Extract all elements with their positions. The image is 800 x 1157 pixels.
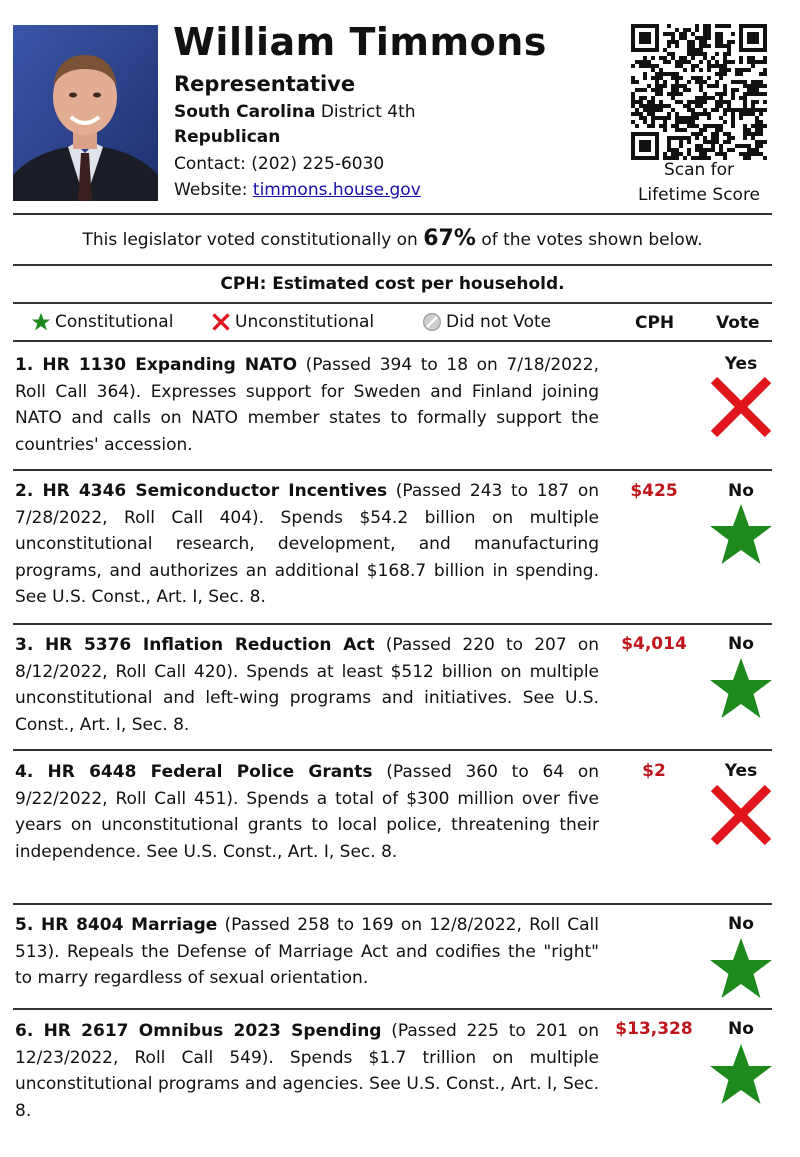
state-district bbox=[174, 102, 416, 122]
bill-description bbox=[15, 1018, 599, 1124]
legislator-name: William Timmons bbox=[173, 20, 547, 64]
cross-icon bbox=[708, 374, 774, 440]
state-name: South Carolina bbox=[174, 102, 316, 122]
bill-vote: Yes bbox=[724, 761, 758, 781]
contact-phone: Contact: (202) 225-6030 bbox=[174, 154, 385, 174]
divider bbox=[13, 213, 772, 215]
bill-cph: $2 bbox=[642, 761, 666, 781]
summary-prefix: This legislator voted constitutionally on bbox=[82, 230, 418, 250]
legend-unconstitutional-label: Unconstitutional bbox=[235, 312, 375, 332]
star-icon bbox=[708, 936, 774, 1002]
bill-description bbox=[15, 478, 599, 611]
star-icon bbox=[708, 1042, 774, 1108]
cross-icon bbox=[211, 312, 231, 332]
bill-description bbox=[15, 759, 599, 865]
bill-text: (Passed 243 to 187 on 7/28/2022, Roll Call 404). Spends $54.2 billion on multiple unconstitutional research, development, and manufacturing programs, and authorizes an additional $168.7 billion in spending. See U.S. Const., Art. I, Sec. 8. bbox=[15, 481, 599, 607]
star-icon bbox=[708, 656, 774, 722]
divider bbox=[13, 264, 772, 266]
website-link[interactable]: timmons.house.gov bbox=[252, 180, 421, 200]
star-icon bbox=[708, 502, 774, 568]
cross-icon bbox=[708, 782, 774, 848]
bill-title: 5. HR 8404 Marriage bbox=[15, 915, 218, 935]
bill-title: 3. HR 5376 Inflation Reduction Act bbox=[15, 635, 375, 655]
legend-did-not-vote-label: Did not Vote bbox=[446, 312, 552, 332]
bill-cph: $4,014 bbox=[621, 634, 687, 654]
bill-vote: No bbox=[728, 634, 754, 654]
summary-suffix: of the votes shown below. bbox=[481, 230, 703, 250]
qr-code[interactable] bbox=[631, 24, 767, 160]
bill-text: (Passed 258 to 169 on 12/8/2022, Roll Call 513). Repeals the Defense of Marriage Act and codifies the "right" to marry regardless of sexual orientation. bbox=[15, 915, 599, 988]
legend-constitutional bbox=[31, 312, 173, 332]
bill-title: 4. HR 6448 Federal Police Grants bbox=[15, 762, 373, 782]
bill-text: (Passed 394 to 18 on 7/18/2022, Roll Call 364). Expresses support for Sweden and Finland joining NATO and calls on NATO member states to formally support the countries' accession. bbox=[15, 355, 599, 455]
bill-text: (Passed 225 to 201 on 12/23/2022, Roll Call 549). Spends $1.7 trillion on multiple unconstitutional programs and agencies. See U.S. Const., Art. I, Sec. 8. bbox=[15, 1021, 599, 1121]
divider bbox=[13, 623, 772, 625]
bill-title: 2. HR 4346 Semiconductor Incentives bbox=[15, 481, 388, 501]
divider bbox=[13, 340, 772, 342]
qr-caption-line2: Lifetime Score bbox=[637, 185, 761, 205]
column-header-vote: Vote bbox=[716, 313, 760, 333]
bill-cph: $425 bbox=[630, 481, 678, 501]
bill-description bbox=[15, 632, 599, 738]
bill-vote: Yes bbox=[724, 354, 758, 374]
bill-vote: No bbox=[728, 914, 754, 934]
bill-text: (Passed 220 to 207 on 8/12/2022, Roll Call 420). Spends at least $512 billion on multiple unconstitutional and left-wing programs and initiatives. See U.S. Const., Art. I, Sec. 8. bbox=[15, 635, 599, 735]
column-header-cph: CPH bbox=[635, 313, 675, 333]
bill-vote: No bbox=[728, 481, 754, 501]
did-not-vote-icon bbox=[422, 312, 442, 332]
website-line bbox=[174, 180, 421, 200]
summary-line bbox=[13, 226, 772, 251]
bill-title: 6. HR 2617 Omnibus 2023 Spending bbox=[15, 1021, 382, 1041]
legend-constitutional-label: Constitutional bbox=[55, 312, 174, 332]
star-icon bbox=[31, 312, 51, 332]
bill-description bbox=[15, 352, 599, 458]
legend-unconstitutional bbox=[211, 312, 374, 332]
legislator-role: Representative bbox=[174, 72, 356, 96]
website-label: Website: bbox=[174, 180, 248, 200]
divider bbox=[13, 302, 772, 304]
district: District 4th bbox=[320, 102, 416, 122]
divider bbox=[13, 469, 772, 471]
bill-vote: No bbox=[728, 1019, 754, 1039]
summary-percent: 67% bbox=[423, 226, 476, 251]
bill-title: 1. HR 1130 Expanding NATO bbox=[15, 355, 298, 375]
bill-description bbox=[15, 912, 599, 992]
qr-caption bbox=[615, 158, 783, 208]
divider bbox=[13, 749, 772, 751]
bill-cph: $13,328 bbox=[615, 1019, 693, 1039]
legislator-photo bbox=[13, 25, 158, 201]
cph-note: CPH: Estimated cost per household. bbox=[220, 274, 565, 294]
party: Republican bbox=[174, 127, 281, 147]
bill-text: (Passed 360 to 64 on 9/22/2022, Roll Call 451). Spends a total of $300 million over five years on unconstitutional grants to local police, threatening their independence. See U.S. Const., Art. I, Sec. 8. bbox=[15, 762, 599, 862]
divider bbox=[13, 1008, 772, 1010]
qr-caption-line1: Scan for bbox=[663, 160, 735, 180]
divider bbox=[13, 903, 772, 905]
legend-did-not-vote bbox=[422, 312, 551, 332]
